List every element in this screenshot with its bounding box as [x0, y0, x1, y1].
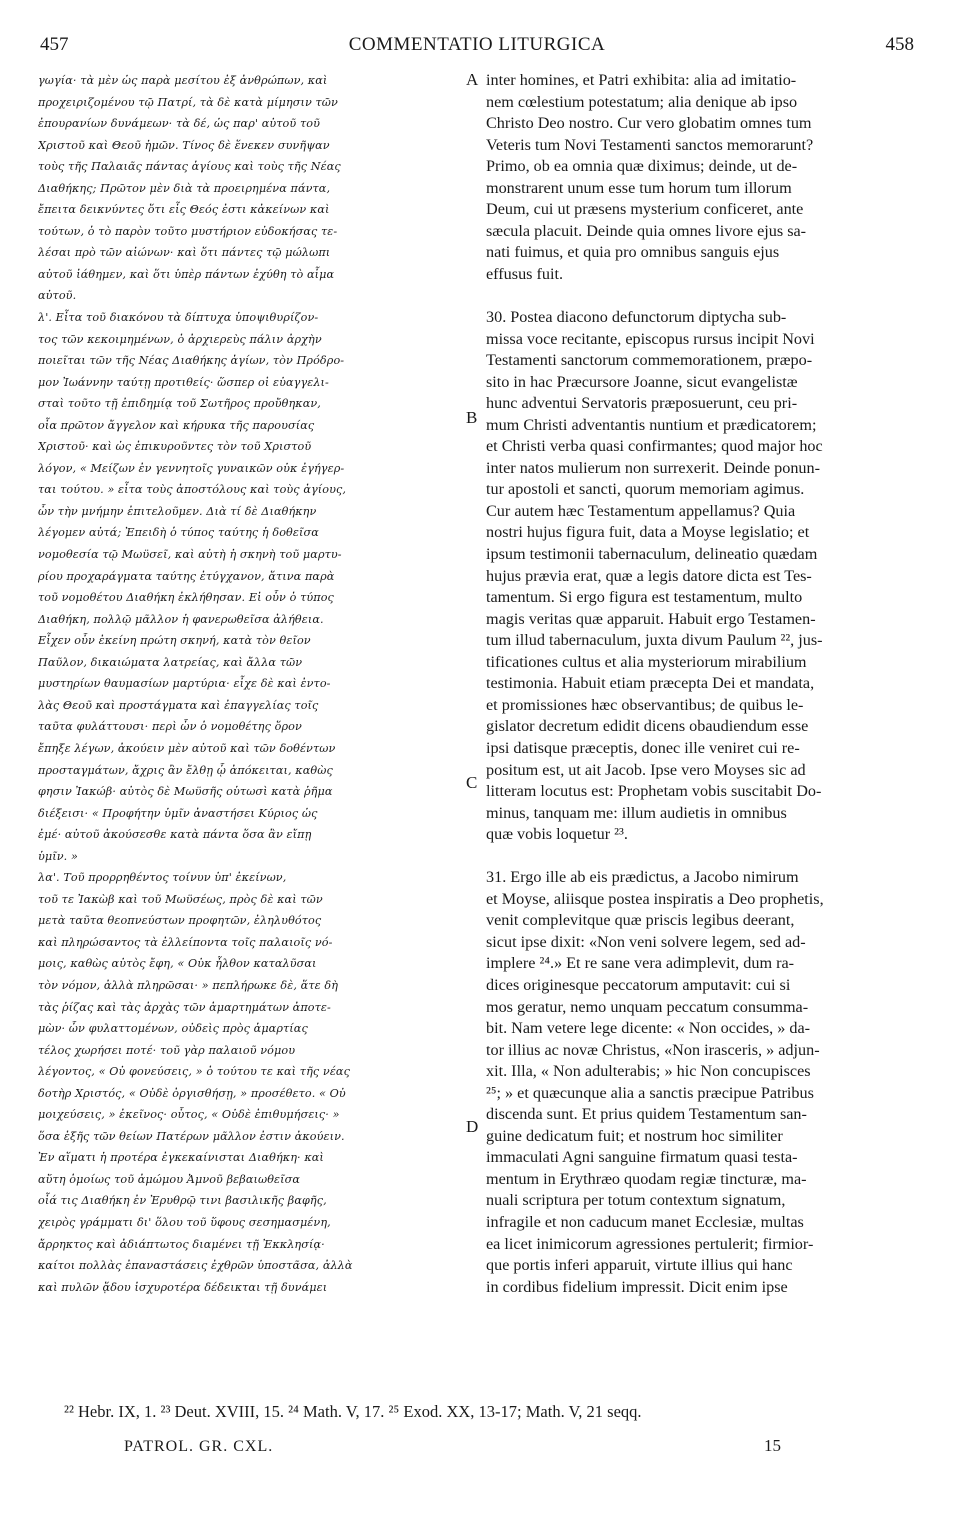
- greek-text-line: δοτὴρ Χριστός, « Οὐδὲ ὀργισθήσῃ, » προσέθετο. « Οὐ: [38, 1086, 346, 1100]
- greek-text-line: λὰς Θεοῦ καὶ προστάγματα καὶ ἐπαγγελίας τοῖς: [38, 698, 319, 712]
- latin-text-line: mentum in Erythræo quodam regiæ tincturæ, ma-: [486, 1169, 807, 1188]
- greek-text-line: Χριστοῦ καὶ Θεοῦ ἡμῶν. Τίνος δὲ ἕνεκεν συνῆψαν: [38, 138, 330, 152]
- running-title: COMMENTATIO LITURGICA: [348, 34, 606, 55]
- greek-text-line: μον Ἰωάννην ταύτῃ προτιθείς· ὥσπερ οἱ εὐαγγελι-: [38, 375, 329, 389]
- latin-text-line: inter natos mulierum non surrexerit. Deinde ponun-: [486, 458, 821, 477]
- greek-text-line: τοὺς τῆς Παλαιᾶς πάντας ἁγίους καὶ τοὺς τῆς Νέας: [38, 160, 341, 174]
- latin-text-line: mos geratur, nemo unquam peccatum consumma-: [486, 997, 809, 1016]
- latin-text-line: et Moyse, aliisque postea inspiratis a Deo prophetis,: [486, 889, 824, 908]
- latin-text-line: mum Christi adventantis nuntium et prædicatorem;: [486, 415, 817, 434]
- greek-text-line: μὼν· ὧν φυλαττομένων, οὐδεὶς πρὸς ἁμαρτίας: [38, 1022, 308, 1036]
- margin-marker-c: C: [466, 773, 478, 792]
- greek-text-line: χειρὸς γράμματι δι' ὅλου τοῦ ὕφους σεσημασμένη,: [38, 1215, 331, 1229]
- greek-text-line: σταὶ τοῦτο τῇ ἐπιδημίᾳ τοῦ Σωτῆρος προὔθηκαν,: [38, 397, 321, 411]
- latin-text-line: positum est, ut ait Jacob. Ipse vero Moyses sic ad: [486, 760, 806, 779]
- latin-text-line: hujus prævia erat, quæ a legis datore dicta est Tes-: [486, 566, 812, 585]
- latin-text-line: ²⁵; » et quæcunque alia a sanctis præcipue Patribus: [486, 1083, 814, 1102]
- greek-text-line: καὶ πληρώσαντος τὰ ἐλλείποντα τοῖς παλαιοῖς νό-: [38, 935, 333, 949]
- greek-text-line: μετὰ ταῦτα θεοπνεύστων προφητῶν, ἐληλυθότος: [38, 914, 322, 928]
- latin-text-line: inter homines, et Patri exhibita: alia ad imitatio-: [486, 71, 797, 89]
- greek-text-line: ἐπουρανίων δυνάμεων· τὰ δέ, ὡς παρ' αὐτοῦ τοῦ: [38, 117, 320, 131]
- greek-text-line: τὸν νόμον, ἀλλὰ πληρῶσαι· » πεπλήρωκε δὲ, ἅτε δὴ: [38, 978, 339, 992]
- greek-text-line: Διαθήκης; Πρῶτον μὲν διὰ τὰ προειρημένα πάντα,: [38, 181, 331, 195]
- latin-text-line: Primo, ob ea omnia quæ diximus; deinde, ut de-: [486, 157, 798, 176]
- latin-text-line: tum illud tabernaculum, juxta divum Paulum ²², jus-: [486, 631, 823, 650]
- greek-text-line: λόγον, « Μείζων ἐν γεννητοῖς γυναικῶν οὐκ ἐγήγερ-: [38, 461, 345, 475]
- greek-text-line: λ'. Εἶτα τοῦ διακόνου τὰ δίπτυχα ὑποψιθυρίζον-: [38, 311, 319, 325]
- greek-text-line: τος τῶν κεκοιμημένων, ὁ ἀρχιερεὺς πάλιν ἀρχὴν: [38, 332, 322, 346]
- margin-marker-b: B: [466, 408, 478, 427]
- latin-text-line: ea licet inimicorum agressiones pertulerit; firmior-: [486, 1234, 814, 1253]
- greek-text-line: διέξεισι· « Προφήτην ὑμῖν ἀναστήσει Κύριος ὡς: [38, 806, 318, 820]
- latin-text-line: tur apostoli et sancti, quorum memoriam agimus.: [486, 480, 805, 499]
- latin-text-line: magis veritas quæ apparuit. Habuit ergo Testamen-: [486, 609, 816, 628]
- signature-mark: 15: [764, 1436, 781, 1455]
- latin-text-line: nati fuimus, et quia pro omnibus sanguis ejus: [486, 243, 780, 262]
- greek-text-line: ρίου προχαράγματα ταύτης ἐτύγχανον, ἅτινα παρὰ: [38, 569, 335, 583]
- latin-text-line: et promissiones hæc observantibus; de quibus le-: [486, 695, 804, 714]
- greek-text-line: ποιεῖται τῶν τῆς Νέας Διαθήκης ἁγίων, τὸν Πρόδρο-: [38, 354, 345, 368]
- latin-text-line: Deum, cui ut præsens mysterium conficeret, ante: [486, 200, 804, 219]
- greek-text-line: ται τούτου. » εἶτα τοὺς ἀποστόλους καὶ τοὺς ἁγίους,: [38, 483, 347, 497]
- greek-text-line: μυστηρίων θαυμασίων μαρτύρια· εἶχε δὲ καὶ ἐντο-: [38, 677, 331, 691]
- latin-text-line: [486, 846, 918, 868]
- latin-text-line: 30. Postea diacono defunctorum diptycha sub-: [486, 308, 787, 327]
- greek-text-line: οἷα πρῶτον ἄγγελον καὶ κήρυκα τῆς παρουσίας: [38, 418, 315, 432]
- greek-text-line: τέλος χωρήσει ποτέ· τοῦ γὰρ παλαιοῦ νόμου: [38, 1043, 296, 1057]
- latin-text-line: Testamenti sanctorum commemorationem, præpo-: [486, 351, 813, 370]
- latin-text-line: Veteris tum Novi Testamenti sanctos memorarunt?: [486, 135, 814, 154]
- greek-text-line: ταῦτα φυλάττουσι· περὶ ὧν ὁ νομοθέτης ὅρον: [38, 720, 302, 734]
- latin-text-line: venit complevitque quæ priscis legibus deerant,: [486, 911, 795, 930]
- latin-text-line: quæ vobis loquetur ²³.: [486, 825, 628, 844]
- latin-text-line: et Christi verba quasi confirmantes; quod major hoc: [486, 437, 823, 456]
- latin-text-line: infragile et non caducum manet Ecclesiæ, multas: [486, 1212, 804, 1231]
- greek-text-line: μοιχεύσεις, » ἐκεῖνος· οὗτος, « Οὐδὲ ἐπιθυμήσεις· »: [38, 1108, 340, 1122]
- latin-text-line: litteram locutus est: Prophetam vobis suscitabit Do-: [486, 782, 822, 801]
- latin-text-line: tamentum. Si ergo figura est testamentum, multo: [486, 588, 803, 607]
- latin-text-line: bit. Nam vetere lege dicente: « Non occides, » da-: [486, 1019, 811, 1038]
- greek-text-line: λέγομεν αὐτά; Ἐπειδὴ ὁ τύπος ταύτης ἡ δοθεῖσα: [38, 526, 319, 540]
- latin-text-line: testimonia. Habuit etiam præcepta Dei et mandata,: [486, 674, 815, 693]
- greek-text-line: ἐμέ· αὐτοῦ ἀκούσεσθε κατὰ πάντα ὅσα ἂν εἴπῃ: [38, 828, 312, 842]
- greek-text-line: αὐτοῦ ἰάθημεν, καὶ ὅτι ὑπὲρ πάντων ἐχύθη τὸ αἷμα: [38, 267, 335, 281]
- greek-text-line: ἄρρηκτος καὶ ἀδιάπτωτος διαμένει τῇ Ἐκκλησίᾳ·: [38, 1237, 325, 1251]
- latin-text-line: hunc adventui Servatoris præposuerunt, ceu pri-: [486, 394, 798, 413]
- margin-marker-a: A: [466, 70, 479, 89]
- greek-text-line: φησιν Ἰακώβ· αὐτὸς δὲ Μωϋσῆς οὑτωσὶ κατὰ ῥῆμα: [38, 785, 333, 799]
- greek-text-line: τοῦ νομοθέτου Διαθήκη ἐκλήθησαν. Εἰ οὖν ὁ τύπος: [38, 591, 334, 605]
- greek-text-line: προχειριζομένου τῷ Πατρί, τὰ δὲ κατὰ μίμησιν τῶν: [38, 95, 338, 109]
- greek-text-line: Χριστοῦ· καὶ ὡς ἐπικυροῦντες τὸν τοῦ Χριστοῦ: [38, 440, 312, 454]
- latin-text-line: nostri hujus figura fuit, data a Moyse legislatio; et: [486, 523, 810, 542]
- latin-text-line: minus, tanquam me: illum audietis in omnibus: [486, 803, 787, 822]
- greek-text-line: αὕτη ὁμοίως τοῦ ἀμώμου Ἀμνοῦ βεβαιωθεῖσα: [38, 1172, 301, 1186]
- greek-text-line: ὑμῖν. »: [38, 849, 78, 863]
- page-header: [40, 34, 914, 60]
- latin-text-line: monstrarent unum esse tum horum tum illorum: [486, 178, 792, 197]
- latin-text-line: ipsi datisque præceptis, donec ille veniret cui re-: [486, 738, 800, 757]
- latin-text-line: immaculati Agni sanguine firmatum quasi testa-: [486, 1148, 798, 1167]
- latin-text-line: guine dedicatum fuit; et nostrum hoc similiter: [486, 1126, 783, 1145]
- greek-text-line: καὶ πυλῶν ᾅδου ἰσχυροτέρα δέδεικται τῇ δυνάμει: [38, 1280, 328, 1294]
- latin-text-line: tor illius ac novæ Christus, «Non irasceris, » adjun-: [486, 1040, 820, 1059]
- greek-text-line: μοις, καθὼς αὐτὸς ἔφη, « Οὐκ ἦλθον καταλῦσαι: [38, 957, 317, 971]
- latin-text-line: nuali scriptura per totum contextum signatum,: [486, 1191, 786, 1210]
- latin-text-line: dices originesque peccatorum amputavit: cui si: [486, 975, 791, 994]
- latin-text-line: Christo Deo nostro. Cur vero globatim omnes tum: [486, 114, 812, 133]
- latin-text-line: [486, 285, 918, 307]
- latin-text-line: gislator decretum edidit dicens obaudiendum esse: [486, 717, 809, 736]
- greek-text-line: τοῦ τε Ἰακὼβ καὶ τοῦ Μωϋσέως, πρὸς δὲ καὶ τῶν: [38, 892, 323, 906]
- greek-text-line: οἷά τις Διαθήκη ἐν Ἐρυθρῷ τινι βασιλικῆς βαφῆς,: [38, 1194, 327, 1208]
- greek-text-line: τὰς ῥίζας καὶ τὰς ἀρχὰς τῶν ἁμαρτημάτων ἀποτε-: [38, 1000, 331, 1014]
- greek-text-line: λέγοντος, « Οὐ φονεύσεις, » ὁ τούτου τε καὶ τῆς νέας: [38, 1065, 350, 1079]
- latin-text-line: sito in hac Præcursore Joanne, sicut evangelistæ: [486, 372, 798, 391]
- latin-text-line: sicut ipse dixit: «Non veni solvere legem, sed ad-: [486, 932, 806, 951]
- footnotes: ²² Hebr. IX, 1. ²³ Deut. XVIII, 15. ²⁴ Math. V, 17. ²⁵ Exod. XX, 13-17; Math. V, 21 seqq.: [64, 1402, 642, 1421]
- greek-text-line: αὐτοῦ.: [38, 289, 77, 303]
- left-column-number: 457: [40, 34, 69, 55]
- margin-marker-d: D: [466, 1117, 479, 1136]
- latin-text-line: in cordibus fidelium impressit. Dicit enim ipse: [486, 1277, 788, 1296]
- latin-text-line: missa voce recitante, episcopus rursus incipit Novi: [486, 329, 815, 348]
- latin-text-line: tificationes cultus et alia mysteriorum mirabilium: [486, 652, 807, 671]
- latin-text-line: sæcula placuit. Deinde quia omnes livore ejus sa-: [486, 221, 807, 240]
- greek-text-line: Εἶχεν οὖν ἐκείνη πρώτη σκηνή, κατὰ τὸν θεῖον: [38, 634, 311, 648]
- greek-text-line: Ἐν αἵματι ἡ προτέρα ἐγκεκαίνισται Διαθήκη· καὶ: [38, 1151, 324, 1165]
- latin-text-line: implere ²⁴.» Et re sane vera adimplevit, dum ra-: [486, 954, 795, 973]
- latin-text-line: Cur autem hæc Testamentum appellamus? Quia: [486, 501, 796, 520]
- greek-text-line: προσταγμάτων, ἄχρις ἂν ἔλθῃ ᾧ ἀπόκειται, καθὼς: [38, 763, 333, 777]
- greek-text-line: λα'. Τοῦ προρρηθέντος τοίνυν ὑπ' ἐκείνων,: [38, 871, 287, 885]
- right-column-number: 458: [885, 34, 914, 55]
- greek-text-line: ὅσα ἑξῆς τῶν θείων Πατέρων μᾶλλον ἐστιν ἀκούειν.: [38, 1129, 345, 1143]
- greek-text-line: ἔπειτα δεικνύντες ὅτι εἷς Θεός ἐστι κἀκείνων καὶ: [38, 203, 330, 217]
- greek-text-line: ἔπηξε λέγων, ἀκούειν μὲν αὐτοῦ καὶ τῶν δοθέντων: [38, 741, 336, 755]
- latin-text-line: que portis inferi apparuit, virtute illius qui hanc: [486, 1256, 793, 1275]
- greek-text-line: τούτων, ὁ τὸ παρὸν τοῦτο μυστήριον εὐδοκήσας τε-: [38, 224, 338, 238]
- latin-text-line: 31. Ergo ille ab eis prædictus, a Jacobo nimirum: [486, 868, 799, 887]
- greek-text-line: Παῦλον, δικαιώματα λατρείας, καὶ ἄλλα τῶν: [38, 655, 303, 669]
- greek-text-line: νομοθεσία τῷ Μωϋσεῖ, καὶ αὐτὴ ἡ σκηνὴ τοῦ μαρτυ-: [38, 548, 342, 562]
- patrologia-reference: PATROL. GR. CXL.: [124, 1438, 274, 1455]
- greek-text-line: καίτοι πολλὰς ἐπαναστάσεις ἐχθρῶν ὑποστᾶσα, ἀλλὰ: [38, 1259, 353, 1273]
- greek-text-line: γωγία· τὰ μὲν ὡς παρὰ μεσίτου ἐξ ἀνθρώπων, καὶ: [38, 74, 328, 87]
- greek-text-line: ὧν τὴν μνήμην ἐπιτελοῦμεν. Διὰ τί δὲ Διαθήκην: [38, 504, 317, 518]
- latin-column: [486, 70, 918, 1298]
- latin-text-line: xit. Illa, « Non adulterabis; » hic Non concupisces: [486, 1062, 811, 1081]
- latin-text-line: effusus fuit.: [486, 264, 564, 283]
- latin-text-line: ipsum testimonii tabernaculum, delineatio quædam: [486, 545, 818, 564]
- latin-text-line: discenda sunt. Et prius quidem Testamentum san-: [486, 1105, 807, 1124]
- greek-text-line: λέσαι πρὸ τῶν αἰώνων· καὶ ὅτι πάντες τῷ μώλωπι: [38, 246, 331, 260]
- greek-column: [38, 70, 462, 1298]
- latin-text-line: nem cœlestium potestatum; alia denique ab ipso: [486, 92, 798, 111]
- greek-text-line: Διαθήκη, πολλῷ μᾶλλον ἡ φανερωθεῖσα ἀλήθεια.: [38, 612, 324, 626]
